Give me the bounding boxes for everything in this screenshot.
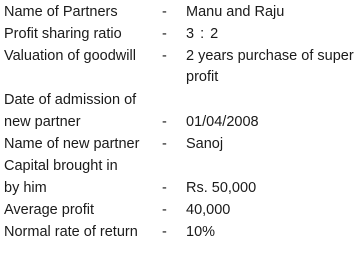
row-label: Profit sharing ratio xyxy=(4,26,122,42)
row-separator: - xyxy=(162,4,167,20)
row-value: 2 years purchase of super profit xyxy=(186,48,354,85)
row-normal-rate-of-return xyxy=(0,222,357,243)
row-label: Average profit xyxy=(4,202,95,218)
row-date-of-admission-line1 xyxy=(0,90,357,111)
row-separator: - xyxy=(162,26,167,42)
row-name-of-new-partner xyxy=(0,134,357,155)
row-capital-brought-line1 xyxy=(0,156,357,177)
row-separator: - xyxy=(162,136,167,152)
row-capital-brought-line2 xyxy=(0,178,357,199)
row-label: Date of admission of xyxy=(4,92,137,108)
row-separator: - xyxy=(162,180,167,196)
row-value: 3 : 2 xyxy=(186,26,220,42)
row-separator: - xyxy=(162,48,167,64)
row-label: Name of new partner xyxy=(4,136,140,152)
row-value: Manu and Raju xyxy=(186,4,285,20)
row-label: Normal rate of return xyxy=(4,224,138,240)
row-label: Valuation of goodwill xyxy=(4,48,136,64)
row-value: 01/04/2008 xyxy=(186,114,259,130)
row-date-of-admission-line2 xyxy=(0,112,357,133)
row-separator: - xyxy=(162,114,167,130)
row-average-profit xyxy=(0,200,357,221)
row-separator: - xyxy=(162,202,167,218)
row-profit-sharing-ratio xyxy=(0,24,357,45)
row-value: 40,000 xyxy=(186,202,231,218)
row-label: new partner xyxy=(4,114,81,130)
row-label: by him xyxy=(4,180,47,196)
row-label: Name of Partners xyxy=(4,4,118,20)
row-separator: - xyxy=(162,224,167,240)
row-name-of-partners xyxy=(0,2,357,23)
row-valuation-of-goodwill xyxy=(0,46,357,88)
row-label: Capital brought in xyxy=(4,158,118,174)
row-value: Rs. 50,000 xyxy=(186,180,257,196)
row-value: Sanoj xyxy=(186,136,224,152)
row-value: 10% xyxy=(186,224,216,240)
